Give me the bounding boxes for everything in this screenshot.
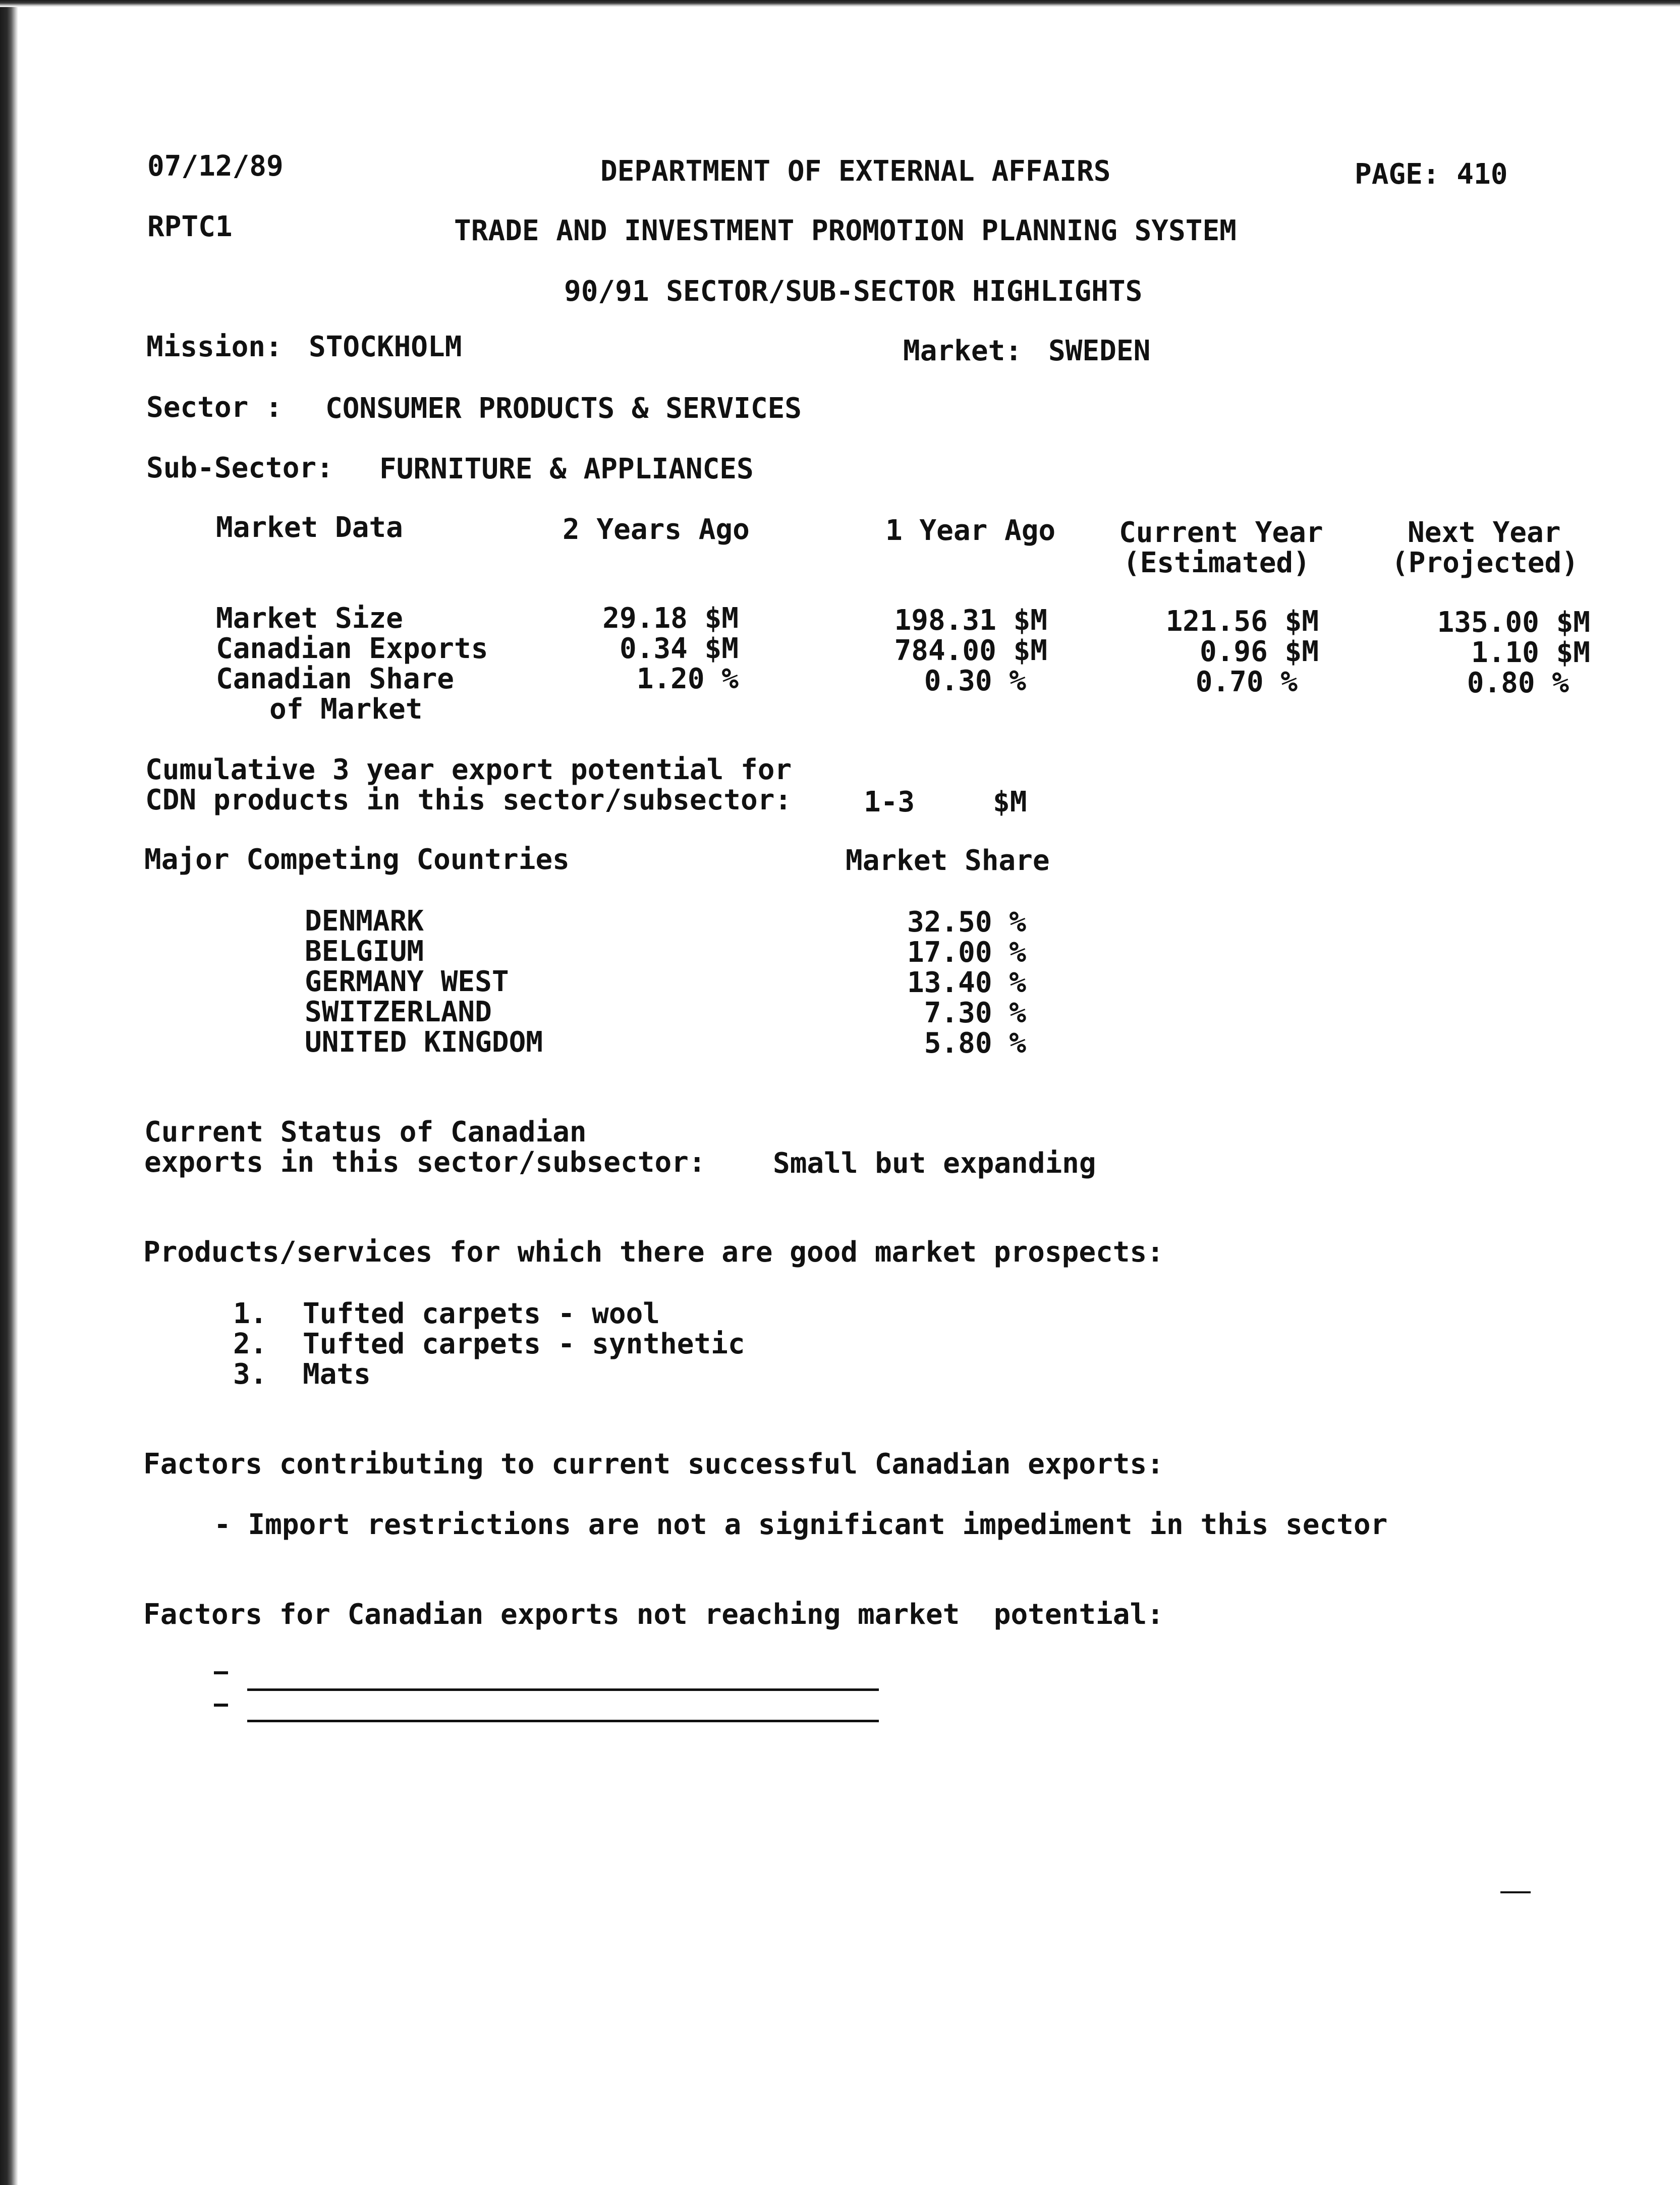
cell-share-next: 0.80 % (1467, 667, 1569, 699)
col-two-years-ago: 2 Years Ago (563, 513, 750, 546)
competitor-country: SWITZERLAND (305, 996, 492, 1028)
row-label-canadian-share-line2: of Market (269, 693, 423, 726)
cell-market-size-current: 121.56 $M (1165, 605, 1319, 638)
report-date: 07/12/89 (147, 150, 284, 183)
competitor-share: 7.30 % (924, 997, 1026, 1029)
product-num: 2. (233, 1328, 267, 1360)
system-title: TRADE AND INVESTMENT PROMOTION PLANNING SYSTEM (454, 214, 1237, 247)
mission-label: Mission: (146, 331, 283, 363)
col-next-year-projected: (Projected) (1391, 547, 1579, 579)
competitor-share: 5.80 % (924, 1027, 1026, 1060)
cell-exports-next: 1.10 $M (1471, 636, 1590, 669)
potential-line1: Cumulative 3 year export potential for (145, 753, 792, 786)
cell-exports-current: 0.96 $M (1199, 635, 1319, 668)
scan-top-edge (0, 0, 1680, 7)
status-line2: exports in this sector/subsector: (144, 1146, 706, 1179)
product-item: Tufted carpets - wool (303, 1297, 660, 1330)
competitor-country: GERMANY WEST (305, 965, 509, 998)
col-current-year-estimated: (Estimated) (1123, 547, 1310, 579)
market-value: SWEDEN (1048, 335, 1151, 367)
blank-answer-line (247, 1720, 879, 1722)
blank-bullet-dash (214, 1671, 228, 1674)
cell-market-size-1y: 198.31 $M (894, 604, 1047, 637)
row-label-canadian-share: Canadian Share (216, 663, 455, 695)
status-value: Small but expanding (773, 1147, 1096, 1180)
factors-success-heading: Factors contributing to current successful Canadian exports: (143, 1448, 1164, 1481)
cell-market-size-next: 135.00 $M (1437, 606, 1590, 639)
potential-unit: $M (993, 786, 1027, 818)
col-next-year: Next Year (1408, 516, 1561, 549)
sector-value: CONSUMER PRODUCTS & SERVICES (325, 392, 802, 425)
products-heading: Products/services for which there are good market prospects: (143, 1236, 1164, 1269)
blank-answer-line (247, 1688, 879, 1691)
department-title: DEPARTMENT OF EXTERNAL AFFAIRS (600, 155, 1111, 188)
scan-left-edge (0, 0, 18, 2185)
row-label-market-size: Market Size (216, 602, 403, 635)
cell-share-2y: 1.20 % (636, 663, 739, 695)
potential-line2: CDN products in this sector/subsector: (145, 784, 792, 816)
cell-market-size-2y: 29.18 $M (602, 602, 739, 635)
competitor-country: BELGIUM (305, 935, 424, 968)
page-number: PAGE: 410 (1355, 158, 1508, 191)
competitor-country: UNITED KINGDOM (305, 1026, 543, 1059)
status-line1: Current Status of Canadian (144, 1116, 587, 1149)
stray-pen-mark (1500, 1891, 1531, 1893)
cell-exports-2y: 0.34 $M (619, 632, 739, 665)
sector-label: Sector : (146, 391, 283, 424)
cell-share-current: 0.70 % (1195, 666, 1298, 698)
competitor-share: 13.40 % (907, 966, 1026, 999)
competitor-share: 32.50 % (907, 906, 1026, 939)
competitor-share: 17.00 % (907, 936, 1026, 969)
market-share-heading: Market Share (846, 844, 1050, 877)
product-num: 1. (233, 1297, 267, 1330)
cell-share-1y: 0.30 % (924, 665, 1026, 697)
report-subtitle: 90/91 SECTOR/SUB-SECTOR HIGHLIGHTS (564, 275, 1143, 308)
mission-value: STOCKHOLM (309, 331, 462, 363)
competitors-heading: Major Competing Countries (144, 843, 570, 876)
competitor-country: DENMARK (305, 905, 424, 938)
subsector-label: Sub-Sector: (146, 452, 333, 484)
potential-value: 1-3 (864, 786, 915, 818)
report-code: RPTC1 (147, 210, 233, 243)
row-label-canadian-exports: Canadian Exports (216, 632, 488, 665)
product-item: Mats (303, 1358, 371, 1391)
subsector-value: FURNITURE & APPLIANCES (379, 453, 754, 485)
product-item: Tufted carpets - synthetic (303, 1328, 745, 1360)
cell-exports-1y: 784.00 $M (894, 634, 1047, 667)
factors-success-item: - Import restrictions are not a significant impediment in this sector (214, 1508, 1388, 1541)
product-num: 3. (233, 1358, 267, 1391)
market-data-heading: Market Data (216, 511, 403, 544)
col-current-year: Current Year (1119, 516, 1323, 549)
blank-bullet-dash (214, 1704, 228, 1707)
market-label: Market: (903, 335, 1023, 367)
col-one-year-ago: 1 Year Ago (885, 514, 1056, 547)
factors-not-heading: Factors for Canadian exports not reaching market potential: (143, 1598, 1164, 1631)
